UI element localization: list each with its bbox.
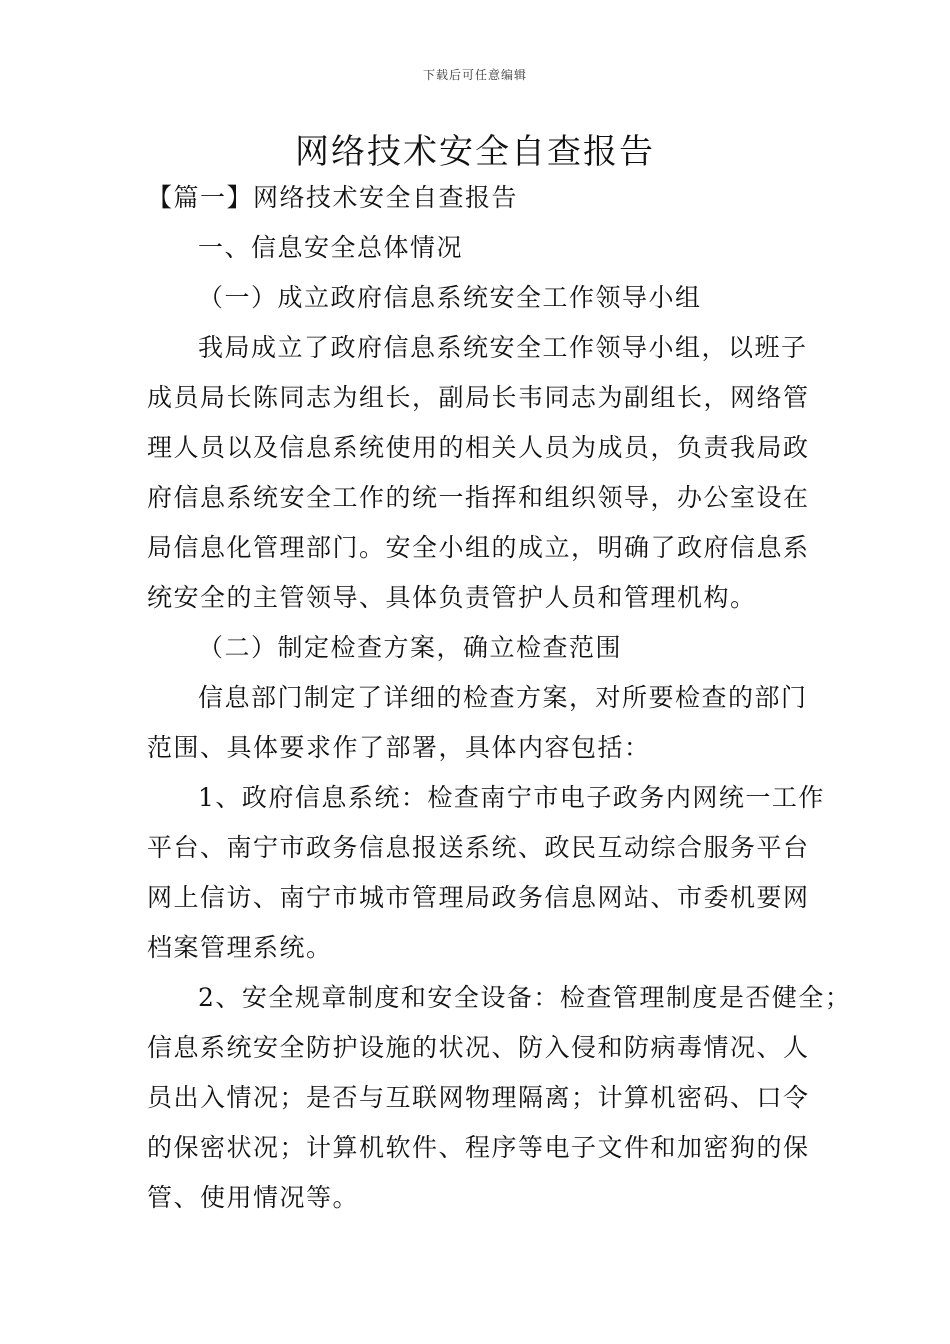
paragraph-line: 府信息系统安全工作的统一指挥和组织领导，办公室设在 — [147, 483, 810, 512]
subheading-1: 一、信息安全总体情况 — [198, 233, 464, 262]
document-title: 网络技术安全自查报告 — [295, 132, 655, 172]
subheading-1-1: （一）成立政府信息系统安全工作领导小组 — [198, 283, 702, 312]
list-item-line: 信息系统安全防护设施的状况、防入侵和防病毒情况、人 — [147, 1033, 810, 1062]
section-heading: 【篇一】网络技术安全自查报告 — [147, 183, 519, 212]
list-item-line: 管、使用情况等。 — [147, 1183, 360, 1212]
paragraph-line: 局信息化管理部门。安全小组的成立，明确了政府信息系 — [147, 533, 810, 562]
subheading-1-2: （二）制定检查方案，确立检查范围 — [198, 633, 623, 662]
list-item-line: 的保密状况；计算机软件、程序等电子文件和加密狗的保 — [147, 1133, 810, 1162]
list-item-line: 1、政府信息系统：检查南宁市电子政务内网统一工作 — [198, 783, 825, 812]
list-item-line: 员出入情况；是否与互联网物理隔离；计算机密码、口令 — [147, 1083, 810, 1112]
paragraph-line: 范围、具体要求作了部署，具体内容包括： — [147, 733, 651, 762]
list-item-line: 2、安全规章制度和安全设备：检查管理制度是否健全； — [198, 983, 852, 1012]
paragraph-line: 统安全的主管领导、具体负责管护人员和管理机构。 — [147, 583, 757, 612]
header-note: 下载后可任意编辑 — [422, 68, 527, 82]
list-item-line: 网上信访、南宁市城市管理局政务信息网站、市委机要网 — [147, 883, 810, 912]
paragraph-line: 信息部门制定了详细的检查方案，对所要检查的部门 — [198, 683, 808, 712]
paragraph-line: 理人员以及信息系统使用的相关人员为成员，负责我局政 — [147, 433, 810, 462]
paragraph-line: 我局成立了政府信息系统安全工作领导小组，以班子 — [198, 333, 808, 362]
list-item-line: 平台、南宁市政务信息报送系统、政民互动综合服务平台 — [147, 833, 810, 862]
paragraph-line: 成员局长陈同志为组长，副局长韦同志为副组长，网络管 — [147, 383, 810, 412]
list-item-line: 档案管理系统。 — [147, 933, 333, 962]
